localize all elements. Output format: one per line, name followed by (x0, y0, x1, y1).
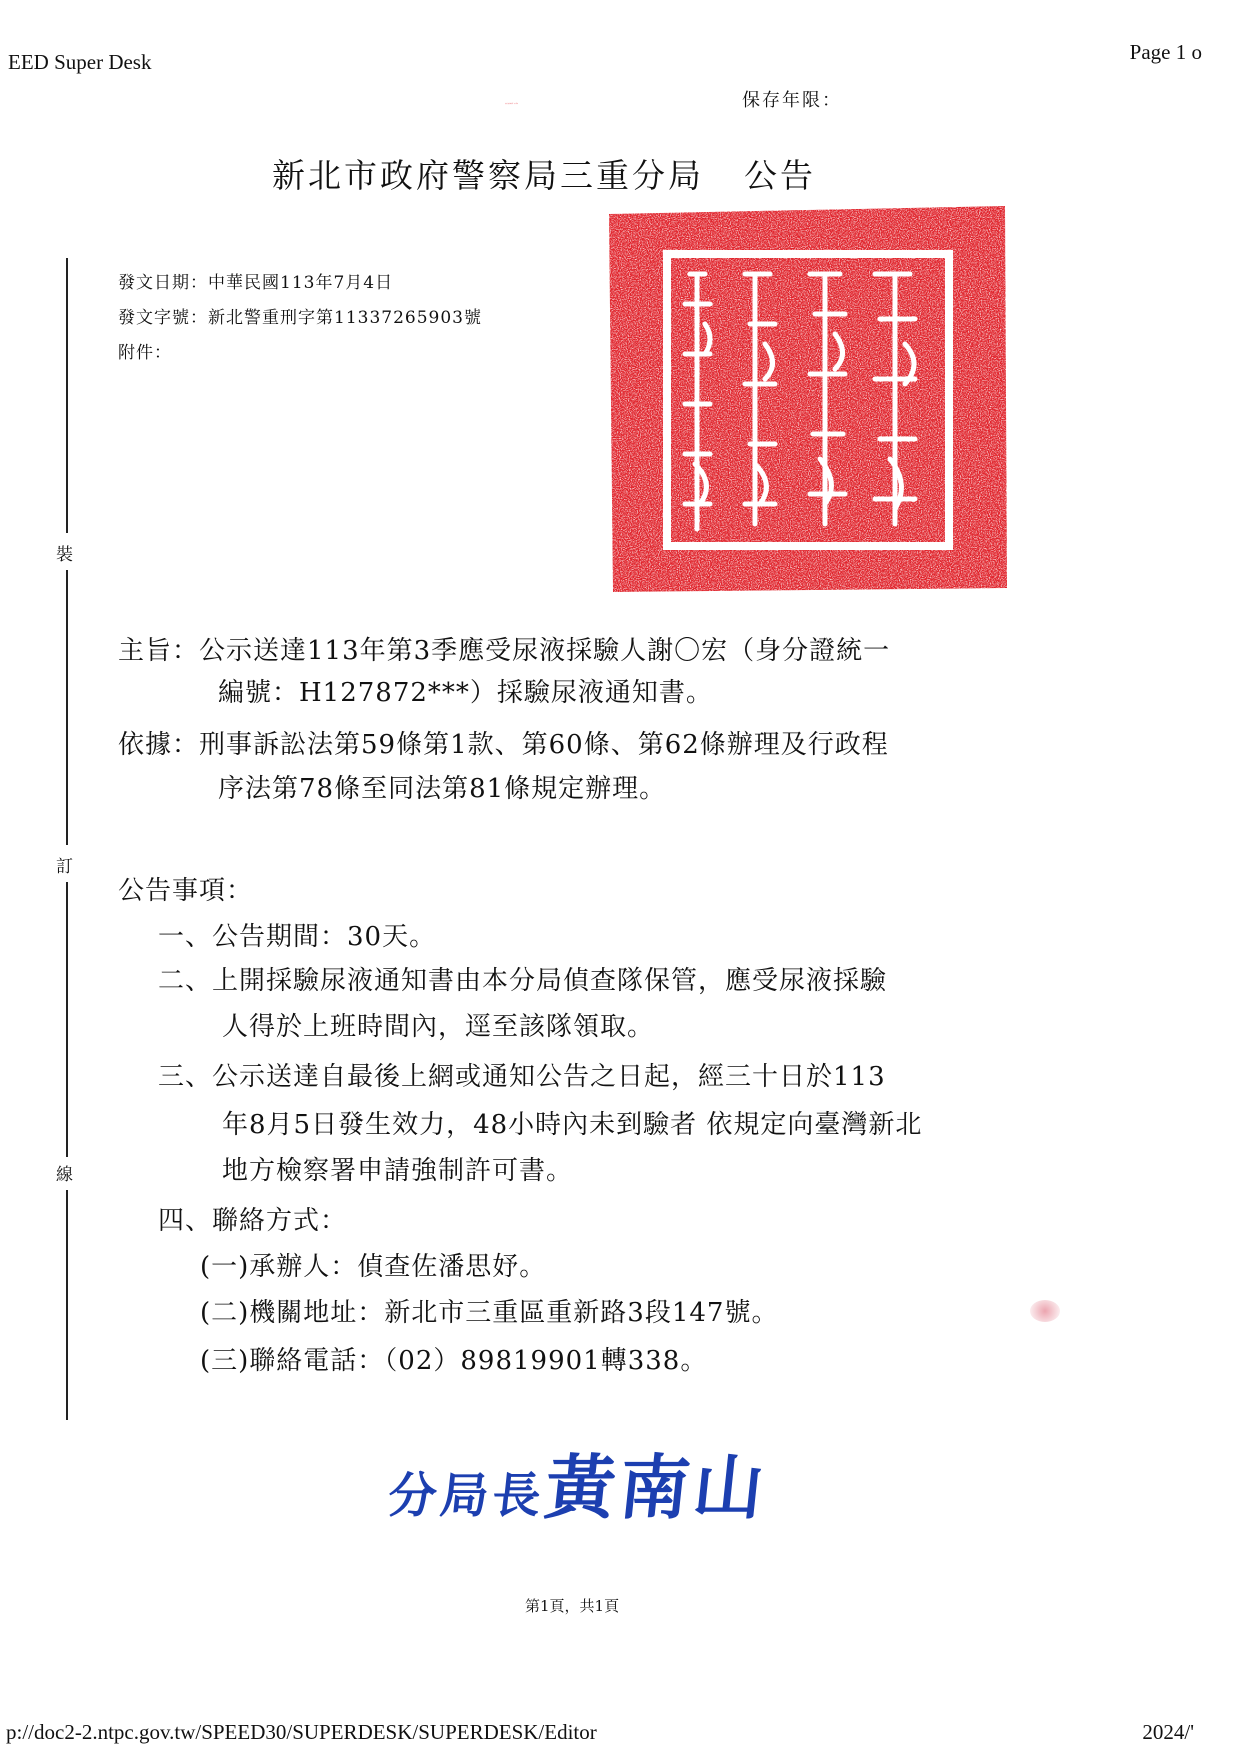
document-title (272, 150, 816, 197)
chief-signature (385, 1432, 774, 1533)
signature-name: 黃南山 (541, 1447, 772, 1529)
contact-phone: (三)聯絡電話：（02）89819901轉338。 (200, 1346, 708, 1376)
binding-line-segment (66, 570, 68, 845)
app-name: EED Super Desk (8, 50, 152, 74)
ink-smudge (1030, 1300, 1060, 1322)
page-number: 第1頁，共1頁 (525, 1597, 620, 1615)
binding-mark-zhuang: 裝 (56, 545, 73, 565)
footer-url: p://doc2-2.ntpc.gov.tw/SPEED30/SUPERDESK/SUPERDESK/Editor (6, 1720, 597, 1744)
notice-item-2-line-1: 二、上開採驗尿液通知書由本分局偵查隊保管，應受尿液採驗 (158, 966, 888, 996)
contact-address: (二)機關地址：新北市三重區重新路3段147號。 (200, 1298, 779, 1328)
signature-title: 分局長 (385, 1468, 548, 1524)
notice-item-3-line-3: 地方檢察署申請強制許可書。 (222, 1156, 574, 1186)
notice-heading: 公告事項： (118, 876, 254, 906)
binding-line-segment (66, 882, 68, 1157)
binding-line-segment (66, 258, 68, 533)
attachment-label: 附件： (118, 343, 172, 363)
basis-line-2: 序法第78條至同法第81條規定辦理。 (218, 774, 667, 804)
footer-date: 2024/' (1142, 1720, 1194, 1744)
binding-mark-ding: 訂 (56, 857, 73, 877)
contact-handler: (一)承辦人：偵查佐潘思妤。 (200, 1252, 547, 1282)
notice-item-3-line-2: 年8月5日發生效力，48小時內未到驗者 依規定向臺灣新北 (222, 1110, 923, 1140)
binding-line-segment (66, 1190, 68, 1420)
issue-date: 發文日期：中華民國113年7月4日 (118, 273, 394, 293)
seal-text: 新北市政府警察局三重分局印 (505, 104, 518, 105)
subject-line-2: 編號：H127872***）採驗尿液通知書。 (218, 678, 713, 708)
subject-line-1: 主旨：公示送達113年第3季應受尿液採驗人謝〇宏（身分證統一 (118, 636, 891, 666)
notice-item-3-line-1: 三、公示送達自最後上網或通知公告之日起，經三十日於113 (158, 1062, 886, 1092)
notice-item-4: 四、聯絡方式： (158, 1206, 348, 1236)
document-number: 發文字號：新北警重刑字第11337265903號 (118, 308, 482, 328)
retention-period: 保存年限： (742, 90, 842, 111)
page-indicator: Page 1 o (1129, 40, 1202, 64)
notice-item-2-line-2: 人得於上班時間內，逕至該隊領取。 (222, 1012, 655, 1042)
basis-line-1: 依據：刑事訴訟法第59條第1款、第60條、第62條辦理及行政程 (118, 730, 889, 760)
issuing-agency: 新北市政府警察局三重分局 (272, 156, 704, 195)
document-type: 公告 (744, 156, 816, 195)
notice-item-1: 一、公告期間：30天。 (158, 922, 437, 952)
binding-mark-xian: 線 (56, 1165, 73, 1185)
